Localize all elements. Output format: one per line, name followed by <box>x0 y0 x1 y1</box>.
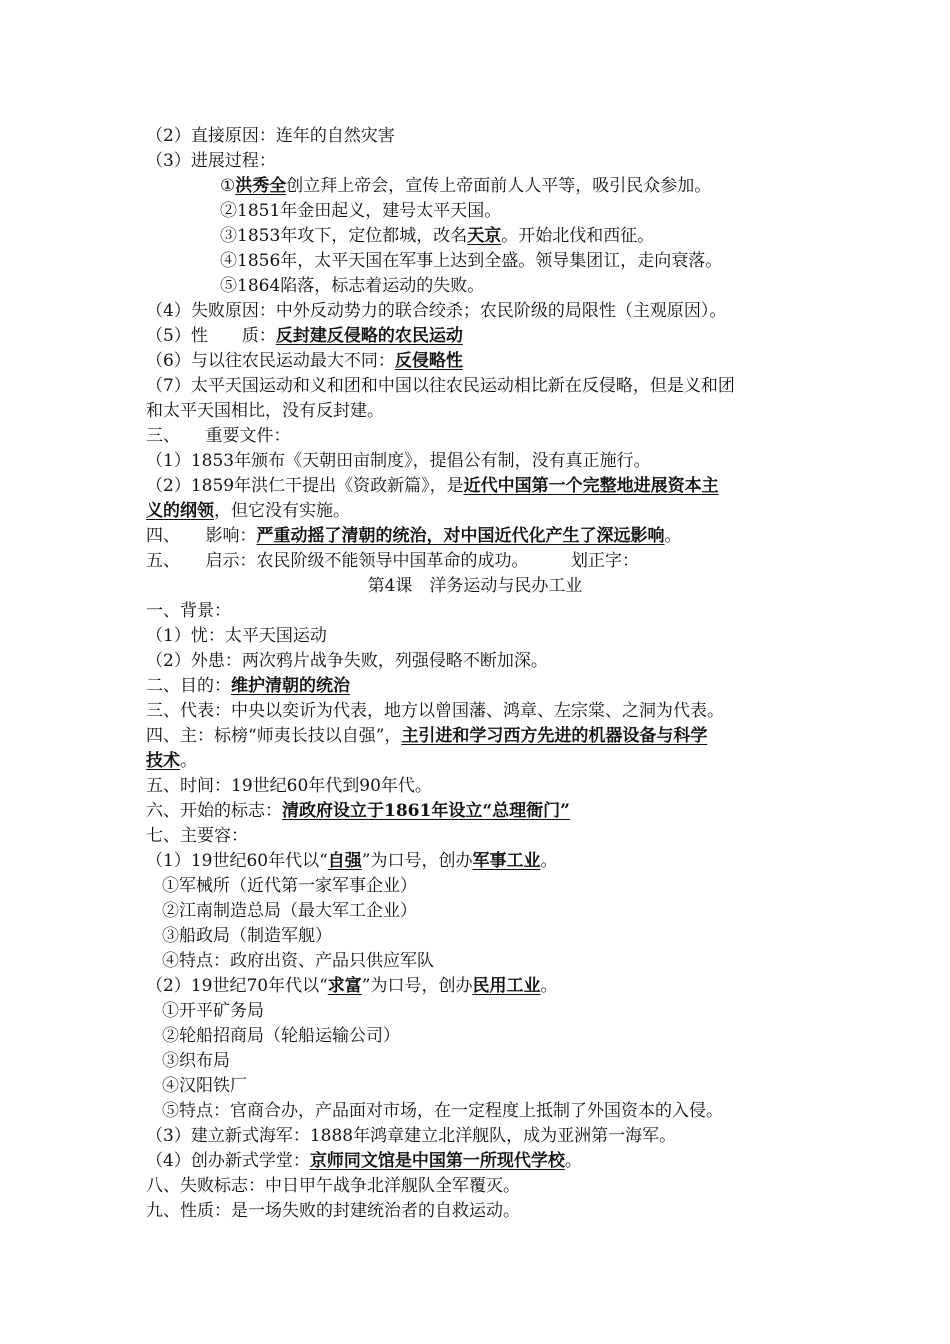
section-failure-marker: 八、失败标志：中日甲午战争北洋舰队全军覆灭。 <box>146 1176 520 1196</box>
list-item: ⑤特点：官商合办，产品面对市场，在一定程度上抵制了外国资本的入侵。 <box>162 1101 723 1121</box>
line-progress-4: ④1856年，太平天国在军事上达到全盛。领导集团讧，走向衰落。 <box>220 251 723 271</box>
section-start-marker: 六、开始的标志：清政府设立于1861年设立“总理衙门” <box>146 801 570 821</box>
line-navy: （3）建立新式海军：1888年鸿章建立北洋舰队，成为亚洲第一海军。 <box>146 1126 677 1146</box>
section-influence: 四、 影响：严重动摇了清朝的统治，对中国近代化产生了深远影响。 <box>146 526 682 546</box>
key-term: 京师同文馆是中国第一所现代学校 <box>309 1151 565 1171</box>
key-term: 近代中国第一个完整地进展资本主 <box>463 476 719 496</box>
section-representatives: 三、代表：中央以奕䜣为代表，地方以曾国藩、鸿章、左宗棠、之洞为代表。 <box>146 701 724 721</box>
section-proposition-cont: 技术。 <box>146 751 197 771</box>
line-schools: （4）创办新式学堂：京师同文馆是中国第一所现代学校。 <box>146 1151 582 1171</box>
key-term: 天京 <box>467 226 502 246</box>
list-item: ④特点：政府出资、产品只供应军队 <box>162 951 434 971</box>
section-background-heading: 一、背景： <box>146 601 231 621</box>
list-item: ③船政局（制造军舰） <box>162 926 332 946</box>
section-purpose: 二、目的：维护清朝的统治 <box>146 676 350 696</box>
line-failure-reason: （4）失败原因：中外反动势力的联合绞杀；农民阶级的局限性（主观原因）。 <box>146 301 727 321</box>
line-internal-trouble: （1）忧：太平天国运动 <box>146 626 327 646</box>
line-progress-3: ③1853年攻下，定位都城，改名天京。开始北伐和西征。 <box>220 226 655 246</box>
section-main-content-heading: 七、主要容： <box>146 826 248 846</box>
key-term: 自强 <box>327 851 362 871</box>
line-external-trouble: （2）外患：两次鸦片战争失败，列强侵略不断加深。 <box>146 651 548 671</box>
line-difference: （6）与以往农民运动最大不同：反侵略性 <box>146 351 463 371</box>
line-progress-5: ⑤1864陷落，标志着运动的失败。 <box>220 276 485 296</box>
section-proposition: 四、主：标榜“师夷长技以自强”，主引进和学习西方先进的机器设备与科学 <box>146 726 708 746</box>
key-term: 技术 <box>146 751 180 771</box>
key-term: 求富 <box>327 976 362 996</box>
key-term: 义的纲领 <box>146 501 214 521</box>
key-term: 严重动摇了清朝的统治，对中国近代化产生了深远影响 <box>256 526 665 546</box>
lesson-title: 第4课 洋务运动与民办工业 <box>367 576 583 596</box>
key-term: 军事工业 <box>472 851 541 871</box>
key-term: 维护清朝的统治 <box>231 676 350 696</box>
list-item: ②轮船招商局（轮船运输公司） <box>162 1026 400 1046</box>
line-document-2-cont: 义的纲领，但它没有实施。 <box>146 501 350 521</box>
list-item: ③织布局 <box>162 1051 230 1071</box>
section-nature: 九、性质：是一场失败的封建统治者的自救运动。 <box>146 1201 520 1221</box>
key-term: 反封建反侵略的农民运动 <box>275 326 463 346</box>
line-document-1: （1）1853年颁布《天朝田亩制度》，提倡公有制，没有真正施行。 <box>146 451 651 471</box>
line-document-2: （2）1859年洪仁干提出《资政新篇》，是近代中国第一个完整地进展资本主 <box>146 476 719 496</box>
key-term: 民用工业 <box>472 976 541 996</box>
section-enlightenment: 五、 启示：农民阶级不能领导中国革命的成功。 划正字： <box>146 551 639 571</box>
line-nature: （5）性 质：反封建反侵略的农民运动 <box>146 326 463 346</box>
line-comparison-2: 和太平天国相比，没有反封建。 <box>146 401 384 421</box>
key-term: 反侵略性 <box>394 351 463 371</box>
line-comparison-1: （7）太平天国运动和义和团和中国以往农民运动相比新在反侵略，但是义和团 <box>146 376 735 396</box>
list-item: ②江南制造总局（最大军工企业） <box>162 901 417 921</box>
section-time: 五、时间：19世纪60年代到90年代。 <box>146 776 432 796</box>
line-direct-cause: （2）直接原因：连年的自然灾害 <box>146 126 395 146</box>
key-term: 洪秀全 <box>235 176 287 196</box>
line-progress-heading: （3）进展过程： <box>146 151 276 171</box>
section-documents-heading: 三、 重要文件： <box>146 426 291 446</box>
line-progress-2: ②1851年金田起义，建号太平天国。 <box>220 201 502 221</box>
line-seeking-wealth: （2）19世纪70年代以“求富”为口号，创办民用工业。 <box>146 976 558 996</box>
list-item: ①军械所（近代第一家军事企业） <box>162 876 417 896</box>
list-item: ④汉阳铁厂 <box>162 1076 247 1096</box>
list-item: ①开平矿务局 <box>162 1001 264 1021</box>
key-term: 清政府设立于1861年设立“总理衙门” <box>282 801 570 821</box>
line-progress-1: ①洪秀全创立拜上帝会，宣传上帝面前人人平等，吸引民众参加。 <box>220 176 712 196</box>
key-term: 主引进和学习西方先进的机器设备与科学 <box>401 726 708 746</box>
line-self-strengthening: （1）19世纪60年代以“自强”为口号，创办军事工业。 <box>146 851 558 871</box>
